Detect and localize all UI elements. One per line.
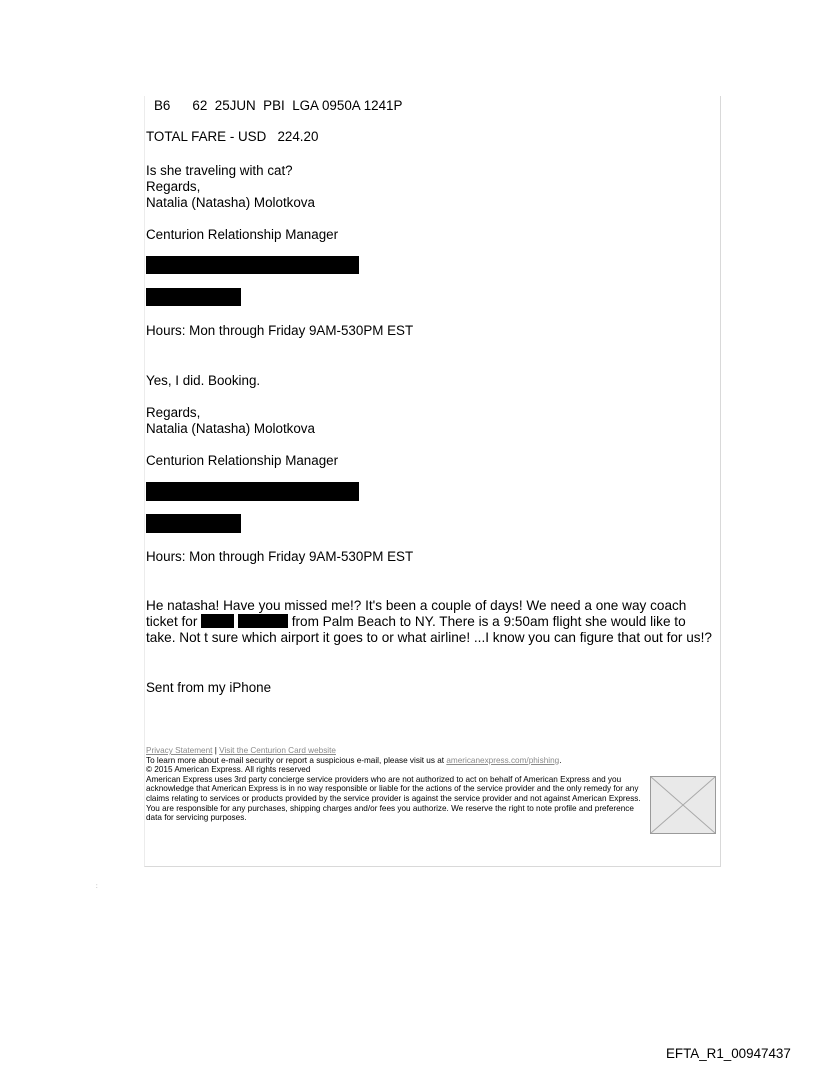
phishing-link[interactable]: americanexpress.com/phishing <box>446 755 560 765</box>
message2-sender-name: Natalia (Natasha) Molotkova <box>146 421 315 436</box>
message1-closing: Regards, <box>146 179 201 194</box>
message3-body <box>146 598 716 646</box>
depart-time: 0950A <box>321 98 360 113</box>
message1-sender-name: Natalia (Natasha) Molotkova <box>146 195 315 210</box>
message2-hours: Hours: Mon through Friday 9AM-530PM EST <box>146 549 414 564</box>
message1-hours: Hours: Mon through Friday 9AM-530PM EST <box>146 323 414 338</box>
message2-closing: Regards, <box>146 405 201 420</box>
total-fare <box>146 128 318 145</box>
destination-airport: LGA <box>292 98 319 113</box>
centurion-website-link[interactable]: Visit the Centurion Card website <box>219 746 336 755</box>
redaction-inline <box>238 614 288 628</box>
fare-amount: 224.20 <box>277 129 319 144</box>
privacy-statement-link[interactable]: Privacy Statement <box>146 746 213 755</box>
footer-separator: | <box>214 746 217 755</box>
airline-code: B6 <box>154 98 171 113</box>
message1-sender-title: Centurion Relationship Manager <box>146 227 339 242</box>
redaction-block <box>146 288 241 306</box>
redaction-block <box>146 482 359 501</box>
redaction-block <box>146 256 359 274</box>
message3-signature: Sent from my iPhone <box>146 680 272 695</box>
message2-sender-title: Centurion Relationship Manager <box>146 453 339 468</box>
disclaimer-text: American Express uses 3rd party concierge service providers who are not authorized to act on behalf of American Express and you acknowledge that American Express is in no way responsible or liable for the actions of the service provider and the only remedy for any claims relating to services or products provided by the service provider is against the service provider and not against American Express. You are responsible for any purchases, shipping charges and/or fees you authorize. We reserve the right to note profile and preference data for servicing purposes. <box>146 774 641 823</box>
message3-part2: from Palm Beach to NY. There is a 9:50am flight she would like to take. Not t sure which airport it goes to or what airline! ...I know you can figure that out for us!? <box>146 614 712 645</box>
broken-image-placeholder-icon <box>650 776 716 834</box>
copyright-text: © 2015 American Express. All rights reserved <box>146 765 311 775</box>
flight-line <box>154 97 402 114</box>
message1-question: Is she traveling with cat? <box>146 163 293 178</box>
redaction-inline <box>201 614 234 628</box>
security-period: . <box>559 755 562 765</box>
stray-mark: : <box>96 884 98 890</box>
message2-body: Yes, I did. Booking. <box>146 373 261 388</box>
arrive-time: 1241P <box>363 98 403 113</box>
flight-number: 62 <box>192 98 208 113</box>
flight-date: 25JUN <box>214 98 256 113</box>
redaction-block <box>146 514 241 533</box>
email-footer <box>146 746 646 823</box>
footer-links <box>146 746 646 756</box>
message3-part1: He natasha! Have you missed me!? It's been a couple of days! We need a one way coach ticket for <box>146 598 687 629</box>
document-id: EFTA_R1_00947437 <box>666 1046 791 1061</box>
fare-label: TOTAL FARE - USD <box>146 129 267 144</box>
origin-airport: PBI <box>263 98 285 113</box>
security-notice <box>146 756 646 766</box>
security-text: To learn more about e-mail security or report a suspicious e-mail, please visit us at <box>146 755 445 765</box>
